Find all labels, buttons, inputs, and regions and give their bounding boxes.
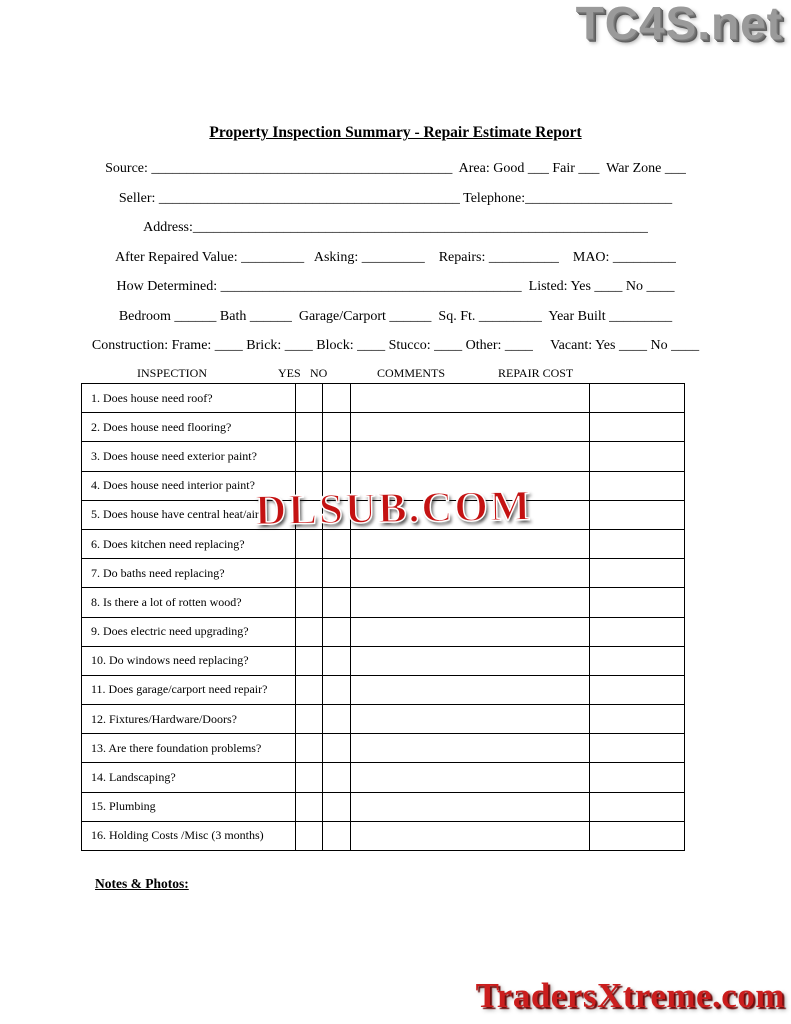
yes-cell [295,588,322,617]
no-cell [322,442,350,471]
table-row [82,529,685,558]
table-row [82,646,685,675]
row-label: 14. Landscaping? [82,763,296,792]
repair-cost-cell [590,821,685,850]
row-label: 8. Is there a lot of rotten wood? [82,588,296,617]
comments-cell [350,559,589,588]
comments-cell [350,529,589,558]
comments-cell [350,588,589,617]
no-cell [322,646,350,675]
no-cell [322,588,350,617]
no-cell [322,413,350,442]
repair-cost-cell [590,413,685,442]
row-label: 16. Holding Costs /Misc (3 months) [82,821,296,850]
no-cell [322,763,350,792]
repair-cost-cell [590,646,685,675]
comments-cell [350,413,589,442]
form-line: Address:_________________________________________________________________ [143,220,648,235]
table-row [82,763,685,792]
form-line: Source: ___________________________________________ Area: Good ___ Fair ___ War Zone ___ [105,161,686,176]
no-cell [322,675,350,704]
comments-cell [350,821,589,850]
notes-photos-label: Notes & Photos: [95,876,189,891]
header-yes: YES [278,366,301,380]
no-cell [322,792,350,821]
repair-cost-cell [590,617,685,646]
row-label: 3. Does house need exterior paint? [82,442,296,471]
inspection-table-header [81,366,685,382]
no-cell [322,559,350,588]
yes-cell [295,384,322,413]
no-cell [322,705,350,734]
form-line: After Repaired Value: _________ Asking: _________ Repairs: __________ MAO: _________ [115,249,676,265]
comments-cell [350,646,589,675]
page-title-text: Property Inspection Summary - Repair Estimate Report [209,124,582,141]
header-comments: COMMENTS [377,366,446,380]
repair-cost-cell [590,500,685,529]
table-row [82,821,685,850]
yes-cell [295,646,322,675]
repair-cost-cell [590,705,685,734]
form-lines [0,154,791,361]
inspection-table [81,383,685,851]
comments-cell [350,763,589,792]
table-row [82,442,685,471]
table-row [82,413,685,442]
row-label: 15. Plumbing [82,792,296,821]
repair-cost-cell [590,471,685,500]
row-label: 12. Fixtures/Hardware/Doors? [82,705,296,734]
tradersxtreme-logo: TradersXtreme.com [475,976,785,1015]
row-label: 1. Does house need roof? [82,384,296,413]
repair-cost-cell [590,559,685,588]
row-label: 2. Does house need flooring? [82,413,296,442]
comments-cell [350,442,589,471]
table-row [82,675,685,704]
comments-cell [350,384,589,413]
yes-cell [295,734,322,763]
header-repair-cost: REPAIR COST [498,366,574,380]
table-row [82,705,685,734]
comments-cell [350,734,589,763]
repair-cost-cell [590,734,685,763]
no-cell [322,617,350,646]
repair-cost-cell [590,792,685,821]
row-label: 11. Does garage/carport need repair? [82,675,296,704]
comments-cell [350,675,589,704]
comments-cell [350,792,589,821]
repair-cost-cell [590,529,685,558]
repair-cost-cell [590,588,685,617]
form-line: Construction: Frame: ____ Brick: ____ Block: ____ Stucco: ____ Other: ____ Vacant: Yes ____ No ____ [91,338,700,353]
yes-cell [295,413,322,442]
row-label: 6. Does kitchen need replacing? [82,529,296,558]
table-row [82,559,685,588]
yes-cell [295,442,322,471]
comments-cell [350,705,589,734]
yes-cell [295,792,322,821]
tc4s-logo: TC4S.net [575,0,783,49]
table-row [82,734,685,763]
no-cell [322,384,350,413]
repair-cost-cell [590,675,685,704]
row-label: 4. Does house need interior paint? [82,471,296,500]
repair-cost-cell [590,384,685,413]
row-label: 9. Does electric need upgrading? [82,617,296,646]
page-title [0,124,791,142]
header-inspection: INSPECTION [137,366,208,380]
form-line: How Determined: ___________________________________________ Listed: Yes ____ No ____ [116,279,675,294]
dlsub-watermark: DLSUB.COM [254,482,533,535]
no-cell [322,821,350,850]
inspection-table-body [82,384,685,851]
row-label: 7. Do baths need replacing? [82,559,296,588]
yes-cell [295,705,322,734]
yes-cell [295,617,322,646]
repair-cost-cell [590,763,685,792]
table-row [82,792,685,821]
row-label: 10. Do windows need replacing? [82,646,296,675]
row-label: 5. Does house have central heat/air? [82,500,296,529]
table-row [82,588,685,617]
yes-cell [295,675,322,704]
yes-cell [295,821,322,850]
table-row [82,384,685,413]
yes-cell [295,559,322,588]
form-line: Bedroom ______ Bath ______ Garage/Carport ______ Sq. Ft. _________ Year Built _________ [118,308,673,324]
form-line: Seller: ___________________________________________ Telephone:_____________________ [118,190,673,206]
table-row [82,617,685,646]
row-label: 13. Are there foundation problems? [82,734,296,763]
header-no: NO [310,366,328,380]
comments-cell [350,617,589,646]
no-cell [322,734,350,763]
repair-cost-cell [590,442,685,471]
yes-cell [295,763,322,792]
